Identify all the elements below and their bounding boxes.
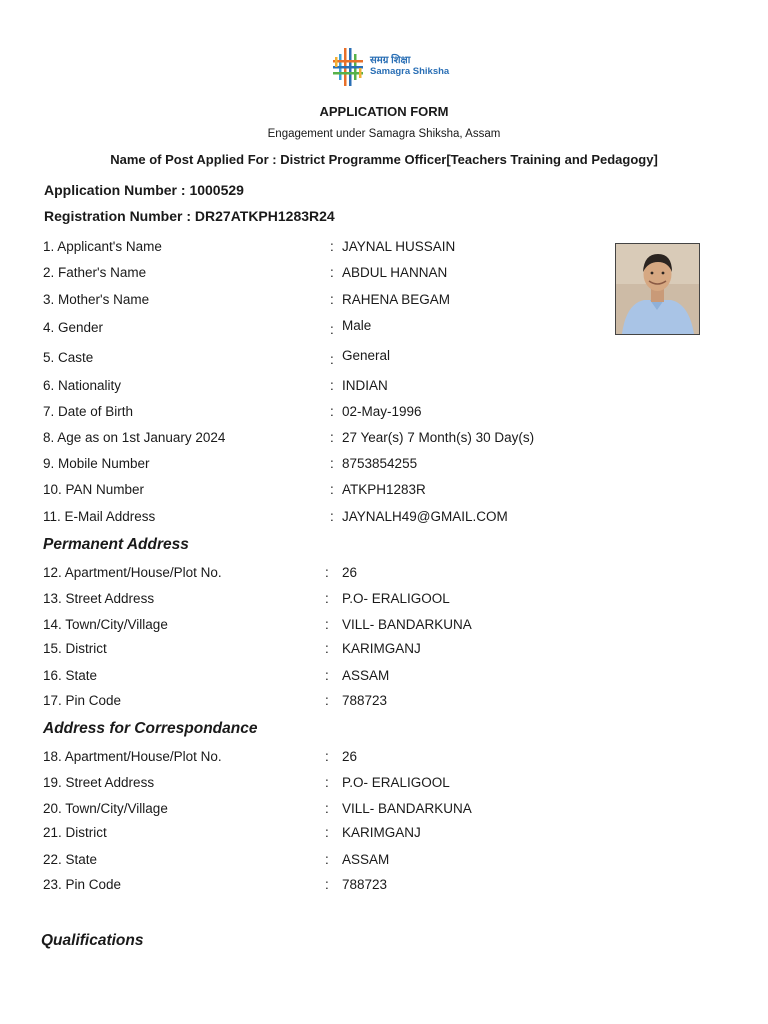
qualifications-heading: Qualifications (41, 932, 144, 949)
permanent-address-heading: Permanent Address (43, 536, 189, 553)
field-value: 02-May-1996 (342, 404, 422, 419)
field-label: 19. Street Address (43, 775, 155, 790)
field-label: 17. Pin Code (43, 693, 122, 708)
field-colon: : (325, 877, 329, 892)
field-value: JAYNAL HUSSAIN (342, 239, 456, 254)
field-value: 788723 (342, 693, 388, 708)
field-value: JAYNALH49@GMAIL.COM (342, 509, 508, 524)
field-label: 1. Applicant's Name (43, 239, 162, 254)
logo-text: Samagra Shiksha (370, 66, 450, 77)
applicant-photo (615, 243, 700, 335)
field-value: INDIAN (342, 378, 388, 393)
field-colon: : (325, 825, 329, 840)
field-label: 16. State (43, 668, 98, 683)
field-colon: : (325, 801, 329, 816)
field-value: VILL- BANDARKUNA (342, 617, 472, 632)
field-label: 23. Pin Code (43, 877, 122, 892)
field-colon: : (325, 641, 329, 656)
field-colon: : (325, 852, 329, 867)
field-colon: : (330, 239, 334, 254)
field-colon: : (330, 482, 334, 497)
field-value: VILL- BANDARKUNA (342, 801, 472, 816)
field-label: 7. Date of Birth (43, 404, 134, 419)
field-label: 20. Town/City/Village (43, 801, 168, 816)
field-value: Male (342, 318, 372, 333)
field-label: 13. Street Address (43, 591, 155, 606)
registration-number: Registration Number : DR27ATKPH1283R24 (44, 208, 335, 224)
field-label: 5. Caste (43, 350, 94, 365)
field-label: 15. District (43, 641, 107, 656)
field-value: 26 (342, 565, 358, 580)
field-label: 10. PAN Number (43, 482, 145, 497)
field-colon: : (330, 352, 334, 367)
field-label: 8. Age as on 1st January 2024 (43, 430, 226, 445)
field-colon: : (330, 265, 334, 280)
field-colon: : (325, 775, 329, 790)
field-colon: : (325, 617, 329, 632)
field-value: ABDUL HANNAN (342, 265, 448, 280)
field-label: 6. Nationality (43, 378, 122, 393)
field-colon: : (325, 749, 329, 764)
logo-mark-icon (330, 46, 366, 88)
field-value: P.O- ERALIGOOL (342, 591, 450, 606)
field-colon: : (330, 509, 334, 524)
field-label: 2. Father's Name (43, 265, 147, 280)
field-colon: : (325, 591, 329, 606)
field-value: RAHENA BEGAM (342, 292, 451, 307)
field-colon: : (330, 456, 334, 471)
field-colon: : (330, 292, 334, 307)
field-value: 788723 (342, 877, 388, 892)
field-label: 18. Apartment/House/Plot No. (43, 749, 222, 764)
field-label: 11. E-Mail Address (43, 509, 156, 524)
field-label: 14. Town/City/Village (43, 617, 168, 632)
application-number: Application Number : 1000529 (44, 182, 244, 198)
field-value: KARIMGANJ (342, 825, 421, 840)
field-value: KARIMGANJ (342, 641, 421, 656)
post-applied-for: Name of Post Applied For : District Programme Officer[Teachers Training and Pedagogy] (110, 152, 658, 167)
field-colon: : (325, 668, 329, 683)
field-value: ASSAM (342, 852, 390, 867)
field-colon: : (325, 565, 329, 580)
field-colon: : (325, 693, 329, 708)
field-value: ATKPH1283R (342, 482, 426, 497)
form-title: APPLICATION FORM (319, 104, 449, 119)
form-subtitle: Engagement under Samagra Shiksha, Assam (267, 128, 501, 140)
field-colon: : (330, 378, 334, 393)
field-value: 8753854255 (342, 456, 418, 471)
field-value: 27 Year(s) 7 Month(s) 30 Day(s) (342, 430, 535, 445)
field-colon: : (330, 322, 334, 337)
field-label: 12. Apartment/House/Plot No. (43, 565, 222, 580)
field-value: General (342, 348, 391, 363)
field-label: 21. District (43, 825, 107, 840)
field-label: 22. State (43, 852, 98, 867)
field-colon: : (330, 404, 334, 419)
field-value: P.O- ERALIGOOL (342, 775, 450, 790)
field-label: 3. Mother's Name (43, 292, 150, 307)
logo-text-local: समग्र शिक्षा (370, 55, 411, 66)
field-value: 26 (342, 749, 358, 764)
field-label: 4. Gender (43, 320, 104, 335)
field-label: 9. Mobile Number (43, 456, 150, 471)
correspondence-address-heading: Address for Correspondance (43, 720, 258, 737)
samagra-shiksha-logo (330, 46, 450, 88)
field-colon: : (330, 430, 334, 445)
field-value: ASSAM (342, 668, 390, 683)
